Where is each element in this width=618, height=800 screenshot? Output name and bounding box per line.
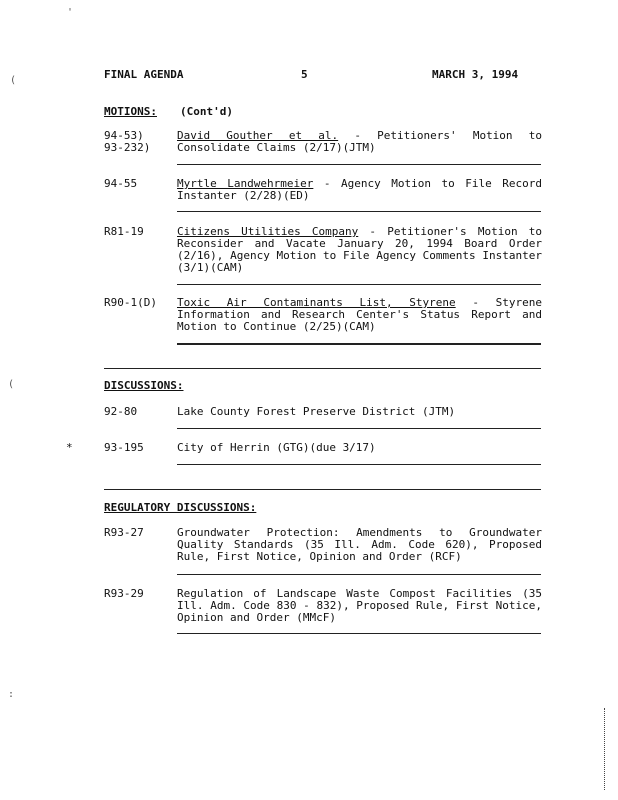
agenda-date: MARCH 3, 1994 [432, 68, 519, 81]
item-number: 94-55 [104, 177, 138, 190]
regulatory-description: Groundwater Protection: Amendments to Groundwater Quality Standards (35 Ill. Adm. Code 620), Proposed Rule, First Notice, Opinion and Order (RCF) [177, 526, 542, 563]
priority-marker: * [66, 441, 73, 454]
item-number: R90-1(D) [104, 296, 157, 309]
divider [177, 284, 541, 285]
section-divider [104, 368, 541, 369]
scan-artifact: : [8, 689, 15, 700]
motion-entry [177, 178, 542, 202]
item-number: R81-19 [104, 225, 144, 238]
divider [177, 428, 541, 429]
motions-heading: MOTIONS: [104, 105, 157, 118]
motion-description: - Agency Motion to File Record Instanter (2/28)(ED) [177, 177, 542, 202]
agenda-title: FINAL AGENDA [104, 68, 184, 81]
motion-entry [177, 130, 542, 154]
item-number: 93-195 [104, 441, 144, 454]
page-number: 5 [301, 68, 308, 81]
scan-artifact: ( [10, 75, 17, 86]
item-number: R93-27 [104, 526, 144, 539]
discussion-description: City of Herrin (GTG)(due 3/17) [177, 441, 376, 454]
divider [177, 211, 541, 212]
section-divider [104, 489, 541, 490]
scan-artifact: ' [67, 7, 74, 18]
divider [177, 633, 541, 634]
divider [177, 164, 541, 165]
motions-contd: (Cont'd) [180, 105, 233, 118]
regulatory-heading: REGULATORY DISCUSSIONS: [104, 501, 257, 514]
item-number: 93-232) [104, 141, 151, 154]
party-name: Citizens Utilities Company [177, 225, 359, 238]
divider [177, 574, 541, 575]
discussion-description: Lake County Forest Preserve District (JTM) [177, 405, 456, 418]
regulatory-description: Regulation of Landscape Waste Compost Facilities (35 Ill. Adm. Code 830 - 832), Proposed Rule, First Notice, Opinion and Order (MMcF) [177, 587, 542, 624]
divider [177, 343, 541, 345]
motion-entry [177, 297, 542, 333]
motion-description: - Petitioners' Motion to Consolidate Claims (2/17)(JTM) [177, 129, 542, 154]
item-number: 94-53) [104, 129, 144, 142]
divider [177, 464, 541, 465]
party-name: Myrtle Landwehrmeier [177, 177, 314, 190]
motion-description: - Styrene Information and Research Center's Status Report and Motion to Continue (2/25)(CAM) [177, 296, 542, 333]
party-name: Toxic Air Contaminants List, Styrene [177, 296, 456, 309]
motion-entry [177, 226, 542, 274]
discussions-heading: DISCUSSIONS: [104, 379, 184, 392]
scan-edge-mark [604, 708, 605, 790]
scan-artifact: ( [8, 379, 15, 390]
item-number: R93-29 [104, 587, 144, 600]
item-number: 92-80 [104, 405, 138, 418]
motion-description: - Petitioner's Motion to Reconsider and Vacate January 20, 1994 Board Order (2/16), Agency Motion to File Agency Comments Instanter (3/1)(CAM) [177, 225, 542, 274]
party-name: David Gouther et al. [177, 129, 339, 142]
